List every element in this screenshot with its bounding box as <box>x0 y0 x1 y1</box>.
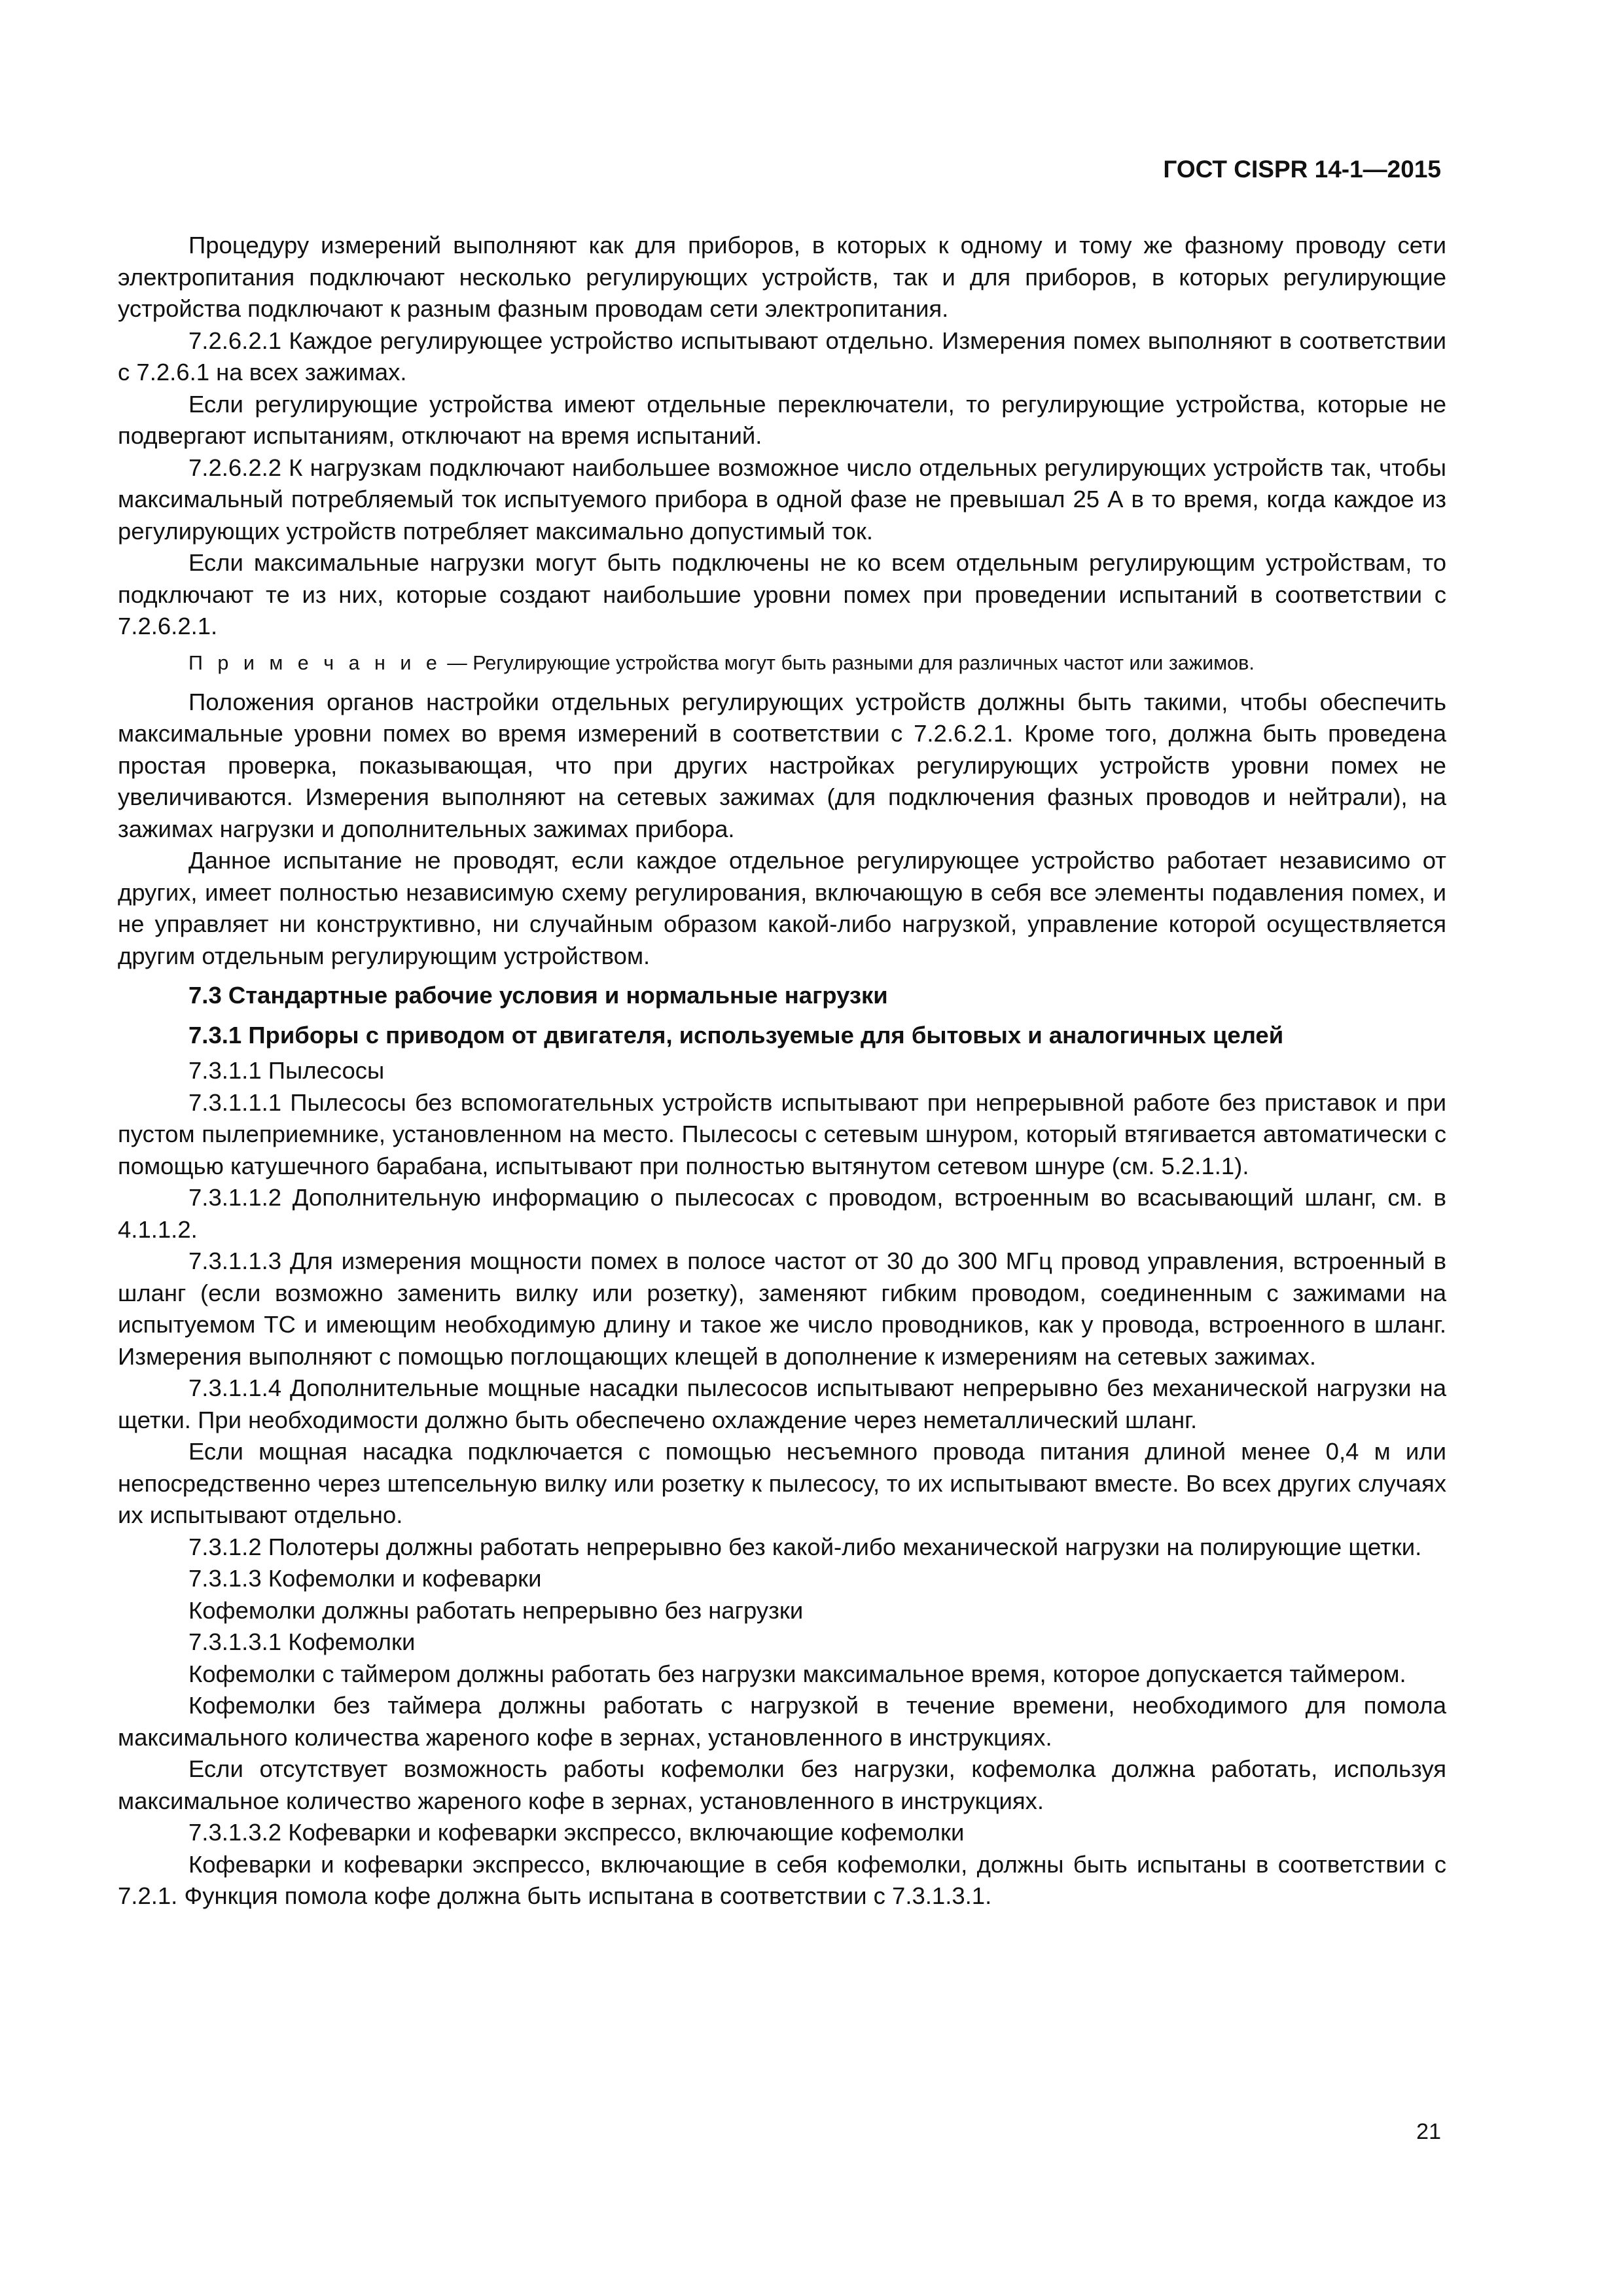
paragraph: 7.3.1.1.2 Дополнительную информацию о пылесосах с проводом, встроенным во всасывающий шланг, см. в 4.1.1.2. <box>118 1184 1446 1243</box>
page-number: 21 <box>1416 2119 1441 2144</box>
note-label: П р и м е ч а н и е <box>188 651 442 674</box>
section-heading: 7.3 Стандартные рабочие условия и нормальные нагрузки <box>188 982 888 1009</box>
paragraph: Кофеварки и кофеварки экспрессо, включающие в себя кофемолки, должны быть испытаны в соответствии с 7.2.1. Функция помола кофе должна быть испытана в соответствии с 7.3.1.3.1. <box>118 1850 1446 1909</box>
paragraph: Кофемолки должны работать непрерывно без нагрузки <box>188 1596 804 1624</box>
paragraph: Процедуру измерений выполняют как для приборов, в которых к одному и тому же фазному проводу сети электропитания подключают несколько регулирующих устройств, так и для приборов, в которых регулирующие устройства подключают к разным фазным проводам сети электропитания. <box>118 232 1446 322</box>
paragraph: Если максимальные нагрузки могут быть подключены не ко всем отдельным регулирующим устройствам, то подключают те из них, которые создают наибольшие уровни помех при проведении испытаний в соответствии с 7.2.6.2.1. <box>118 549 1446 639</box>
paragraph: 7.3.1.1.3 Для измерения мощности помех в полосе частот от 30 до 300 МГц провод управления, встроенный в шланг (если возможно заменить вилку или розетку), заменяют гибким проводом, соединенным с зажимами на испытуемом ТС и имеющим необходимую длину и такое же число проводников, как у провода, встроенного в шланг. Измерения выполняют с помощью поглощающих клещей в дополнение к измерениям на сетевых зажимах. <box>118 1247 1446 1370</box>
paragraph: 7.3.1.3.1 Кофемолки <box>188 1628 416 1655</box>
note-text: — Регулирующие устройства могут быть разными для различных частот или зажимов. <box>441 651 1255 674</box>
paragraph: Кофемолки с таймером должны работать без нагрузки максимальное время, которое допускается таймером. <box>188 1660 1406 1687</box>
paragraph: 7.3.1.3.2 Кофеварки и кофеварки экспрессо, включающие кофемолки <box>188 1819 965 1846</box>
paragraph: 7.3.1.1.1 Пылесосы без вспомогательных устройств испытывают при непрерывной работе без приставок и при пустом пылеприемнике, установленном на место. Пылесосы с сетевым шнуром, который втягивается автоматически с помощью катушечного барабана, испытывают при полностью вытянутом сетевом шнуре (см. 5.2.1.1). <box>118 1088 1446 1179</box>
paragraph: Если отсутствует возможность работы кофемолки без нагрузки, кофемолка должна работать, используя максимальное количество жареного кофе в зернах, установленного в инструкциях. <box>118 1755 1446 1814</box>
paragraph: 7.3.1.2 Полотеры должны работать непрерывно без какой-либо механической нагрузки на полирующие щетки. <box>188 1533 1422 1560</box>
paragraph: Кофемолки без таймера должны работать с нагрузкой в течение времени, необходимого для помола максимального количества жареного кофе в зернах, установленного в инструкциях. <box>118 1692 1446 1751</box>
paragraph: Положения органов настройки отдельных регулирующих устройств должны быть такими, чтобы обеспечить максимальные уровни помех во время измерений в соответствии с 7.2.6.2.1. Кроме того, должна быть проведена простая проверка, показывающая, что при других настройках регулирующих устройств уровни помех не увеличиваются. Измерения выполняют на сетевых зажимах (для подключения фазных проводов и нейтрали), на зажимах нагрузки и дополнительных зажимах прибора. <box>118 688 1446 842</box>
document-body <box>118 230 1446 1912</box>
paragraph: 7.3.1.3 Кофемолки и кофеварки <box>188 1565 542 1592</box>
paragraph: 7.2.6.2.1 Каждое регулирующее устройство испытывают отдельно. Измерения помех выполняют в соответствии с 7.2.6.1 на всех зажимах. <box>118 327 1446 386</box>
paragraph: 7.2.6.2.2 К нагрузкам подключают наибольшее возможное число отдельных регулирующих устройств так, чтобы максимальный потребляемый ток испытуемого прибора в одной фазе не превышал 25 А в то время, когда каждое из регулирующих устройств потребляет максимально допустимый ток. <box>118 454 1446 545</box>
paragraph: 7.3.1.1.4 Дополнительные мощные насадки пылесосов испытывают непрерывно без механической нагрузки на щетки. При необходимости должно быть обеспечено охлаждение через неметаллический шланг. <box>118 1374 1446 1433</box>
paragraph: Если мощная насадка подключается с помощью несъемного провода питания длиной менее 0,4 м или непосредственно через штепсельную вилку или розетку к пылесосу, то их испытывают вместе. Во всех других случаях их испытывают отдельно. <box>118 1438 1446 1528</box>
paragraph: Данное испытание не проводят, если каждое отдельное регулирующее устройство работает независимо от других, имеет полностью независимую схему регулирования, включающую в себя все элементы подавления помех, и не управляет ни конструктивно, ни случайным образом какой-либо нагрузкой, управление которой осуществляется другим отдельным регулирующим устройством. <box>118 847 1446 969</box>
subsection-heading: 7.3.1 Приборы с приводом от двигателя, используемые для бытовых и аналогичных целей <box>188 1021 1284 1049</box>
standard-header: ГОСТ CISPR 14-1—2015 <box>1163 156 1441 183</box>
paragraph: Если регулирующие устройства имеют отдельные переключатели, то регулирующие устройства, которые не подвергают испытаниям, отключают на время испытаний. <box>118 390 1446 449</box>
note <box>118 649 1446 677</box>
paragraph: 7.3.1.1 Пылесосы <box>188 1057 385 1084</box>
